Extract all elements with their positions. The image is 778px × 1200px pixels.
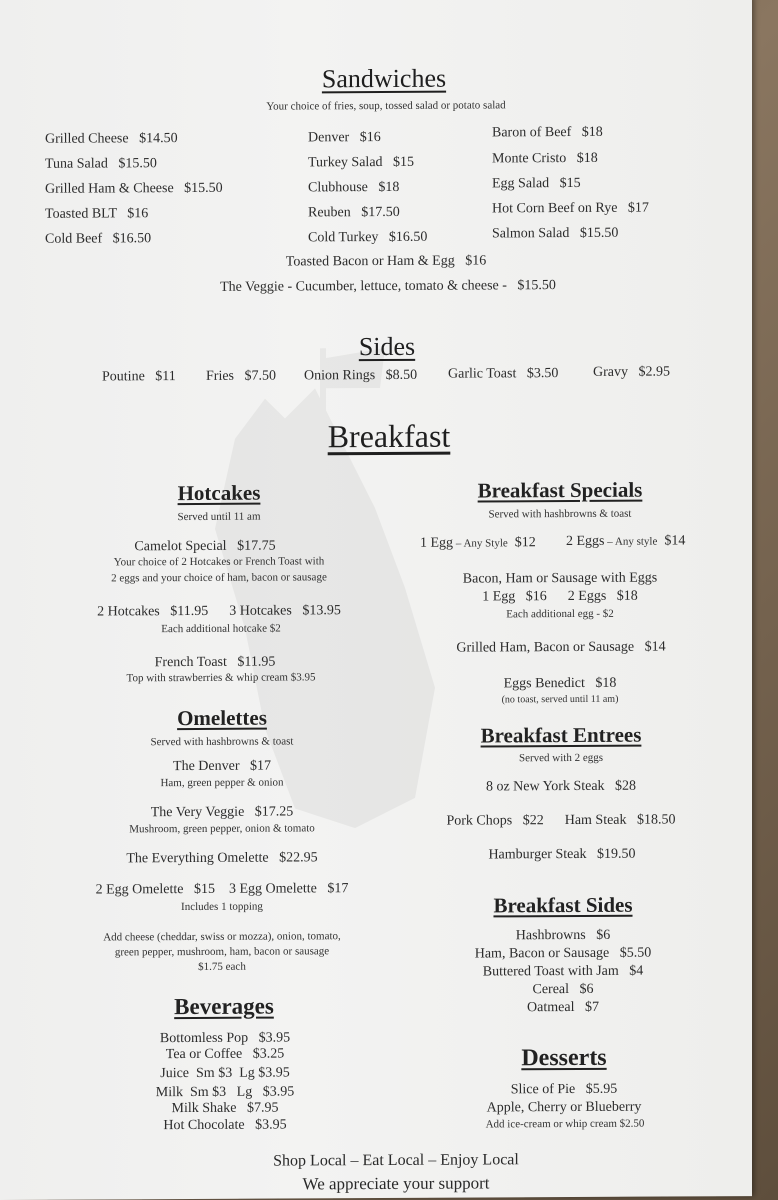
beverage-item: Tea or Coffee $3.25 xyxy=(165,1046,285,1063)
special-benedict-note: (no toast, served until 11 am) xyxy=(501,693,619,706)
special-bhs-prices: 1 Egg $16 2 Eggs $18 xyxy=(482,588,638,605)
sandwich-item: Cold Turkey $16.50 xyxy=(308,229,428,246)
special-two-eggs-label: 2 Eggs xyxy=(566,533,605,550)
bside-item: Buttered Toast with Jam $4 xyxy=(482,963,644,980)
special-benedict: Eggs Benedict $18 xyxy=(503,675,617,692)
sides-title: Sides xyxy=(358,331,416,362)
sandwich-item: Toasted BLT $16 xyxy=(45,206,149,222)
entrees-note: Served with 2 eggs xyxy=(518,751,604,765)
footer-thanks: We appreciate your support xyxy=(302,1173,490,1194)
special-grilled: Grilled Ham, Bacon or Sausage $14 xyxy=(456,639,666,656)
entree-hamburger: Hamburger Steak $19.50 xyxy=(488,846,636,863)
sandwich-item: Monte Cristo $18 xyxy=(492,150,598,167)
omelette-add: $1.75 each xyxy=(198,960,246,973)
special-bhs: Bacon, Ham or Sausage with Eggs xyxy=(462,570,658,587)
entrees-title: Breakfast Entrees xyxy=(480,722,642,748)
camelot-desc: 2 eggs and your choice of ham, bacon or sausage xyxy=(111,571,327,585)
sandwiches-title: Sandwiches xyxy=(321,63,447,94)
special-one-egg-label: 1 Egg xyxy=(420,535,454,551)
omelettes-note: Served with hashbrowns & toast xyxy=(150,735,294,749)
sandwich-item: Turkey Salad $15 xyxy=(308,154,415,171)
omelette-desc: Ham, green pepper & onion xyxy=(160,776,284,790)
specials-title: Breakfast Specials xyxy=(477,477,643,503)
side-item: Poutine $11 xyxy=(102,369,176,385)
bside-item: Ham, Bacon or Sausage $5.50 xyxy=(474,945,652,962)
sandwich-item: Grilled Ham & Cheese $15.50 xyxy=(45,180,223,197)
omelettes-title: Omelettes xyxy=(177,705,267,731)
bsides-title: Breakfast Sides xyxy=(493,892,633,918)
omelette-everything: The Everything Omelette $22.95 xyxy=(126,850,318,867)
hotcakes-prices: 2 Hotcakes $11.95 3 Hotcakes $13.95 xyxy=(97,603,341,620)
sandwich-item: Grilled Cheese $14.50 xyxy=(45,131,178,147)
beverage-item: Milk Sm $3 Lg $3.95 xyxy=(155,1084,295,1101)
sandwich-item: Reuben $17.50 xyxy=(308,204,400,221)
beverage-item: Hot Chocolate $3.95 xyxy=(163,1117,287,1134)
french-toast: French Toast $11.95 xyxy=(154,654,276,671)
entree-pork-ham: Pork Chops $22 Ham Steak $18.50 xyxy=(446,812,676,829)
omelette-desc: Mushroom, green pepper, onion & tomato xyxy=(129,822,315,836)
sandwiches-subtitle: Your choice of fries, soup, tossed salad or potato salad xyxy=(266,99,506,113)
sandwich-item: Denver $16 xyxy=(308,130,381,146)
bside-item: Cereal $6 xyxy=(532,981,594,998)
hotcakes-additional: Each additional hotcake $2 xyxy=(161,622,281,636)
special-two-eggs xyxy=(566,533,685,550)
special-one-egg-price: $12 xyxy=(507,535,536,551)
dessert-pie: Slice of Pie $5.95 xyxy=(510,1081,618,1098)
breakfast-title: Breakfast xyxy=(327,417,451,455)
hotcakes-title: Hotcakes xyxy=(177,480,261,506)
side-item: Onion Rings $8.50 xyxy=(304,367,418,384)
omelette-veggie: The Very Veggie $17.25 xyxy=(150,804,294,821)
special-one-egg xyxy=(420,535,536,552)
sandwich-item: Clubhouse $18 xyxy=(308,179,400,196)
side-item: Fries $7.50 xyxy=(206,368,276,384)
special-two-eggs-style: – Any style xyxy=(604,535,658,548)
bside-item: Oatmeal $7 xyxy=(527,999,599,1016)
beverage-item: Milk Shake $7.95 xyxy=(171,1100,279,1117)
dessert-flavors: Apple, Cherry or Blueberry xyxy=(486,1099,642,1116)
beverage-item: Juice Sm $3 Lg $3.95 xyxy=(160,1065,290,1082)
sandwich-item: Cold Beef $16.50 xyxy=(45,231,152,247)
omelette-add: green pepper, mushroom, ham, bacon or sausage xyxy=(114,945,330,959)
french-toast-desc: Top with strawberries & whip cream $3.95 xyxy=(126,671,316,685)
side-item: Gravy $2.95 xyxy=(593,364,670,380)
camelot-desc: Your choice of 2 Hotcakes or French Toast with xyxy=(113,555,325,569)
special-bhs-additional: Each additional egg - $2 xyxy=(506,607,614,621)
beverage-item: Bottomless Pop $3.95 xyxy=(159,1030,291,1047)
footer-slogan: Shop Local – Eat Local – Enjoy Local xyxy=(273,1151,519,1170)
omelette-egg-counts: 2 Egg Omelette $15 3 Egg Omelette $17 xyxy=(95,881,349,898)
sandwich-item: Egg Salad $15 xyxy=(492,175,581,192)
special-two-eggs-price: $14 xyxy=(657,533,686,549)
omelette-denver: The Denver $17 xyxy=(173,758,271,775)
dessert-add: Add ice-cream or whip cream $2.50 xyxy=(485,1117,645,1131)
hotcakes-note: Served until 11 am xyxy=(177,510,261,524)
sandwich-item: Hot Corn Beef on Rye $17 xyxy=(492,200,649,217)
sandwich-extra: The Veggie - Cucumber, lettuce, tomato & cheese - $15.50 xyxy=(220,278,556,295)
omelette-add: Add cheese (cheddar, swiss or mozza), onion, tomato, xyxy=(103,930,341,944)
bside-item: Hashbrowns $6 xyxy=(515,927,611,944)
camelot-special: Camelot Special $17.75 xyxy=(134,538,276,555)
specials-note: Served with hashbrowns & toast xyxy=(488,507,632,521)
special-one-egg-style: – Any Style xyxy=(453,537,508,550)
desserts-title: Desserts xyxy=(521,1044,607,1072)
beverages-title: Beverages xyxy=(174,993,274,1020)
omelette-includes: Includes 1 topping xyxy=(181,900,263,914)
entree-steak: 8 oz New York Steak $28 xyxy=(485,778,637,795)
sandwich-item: Tuna Salad $15.50 xyxy=(45,156,157,172)
sandwich-item: Salmon Salad $15.50 xyxy=(492,225,619,242)
sandwich-extra: Toasted Bacon or Ham & Egg $16 xyxy=(285,253,487,270)
sandwich-item: Baron of Beef $18 xyxy=(492,124,603,141)
side-item: Garlic Toast $3.50 xyxy=(448,366,559,382)
